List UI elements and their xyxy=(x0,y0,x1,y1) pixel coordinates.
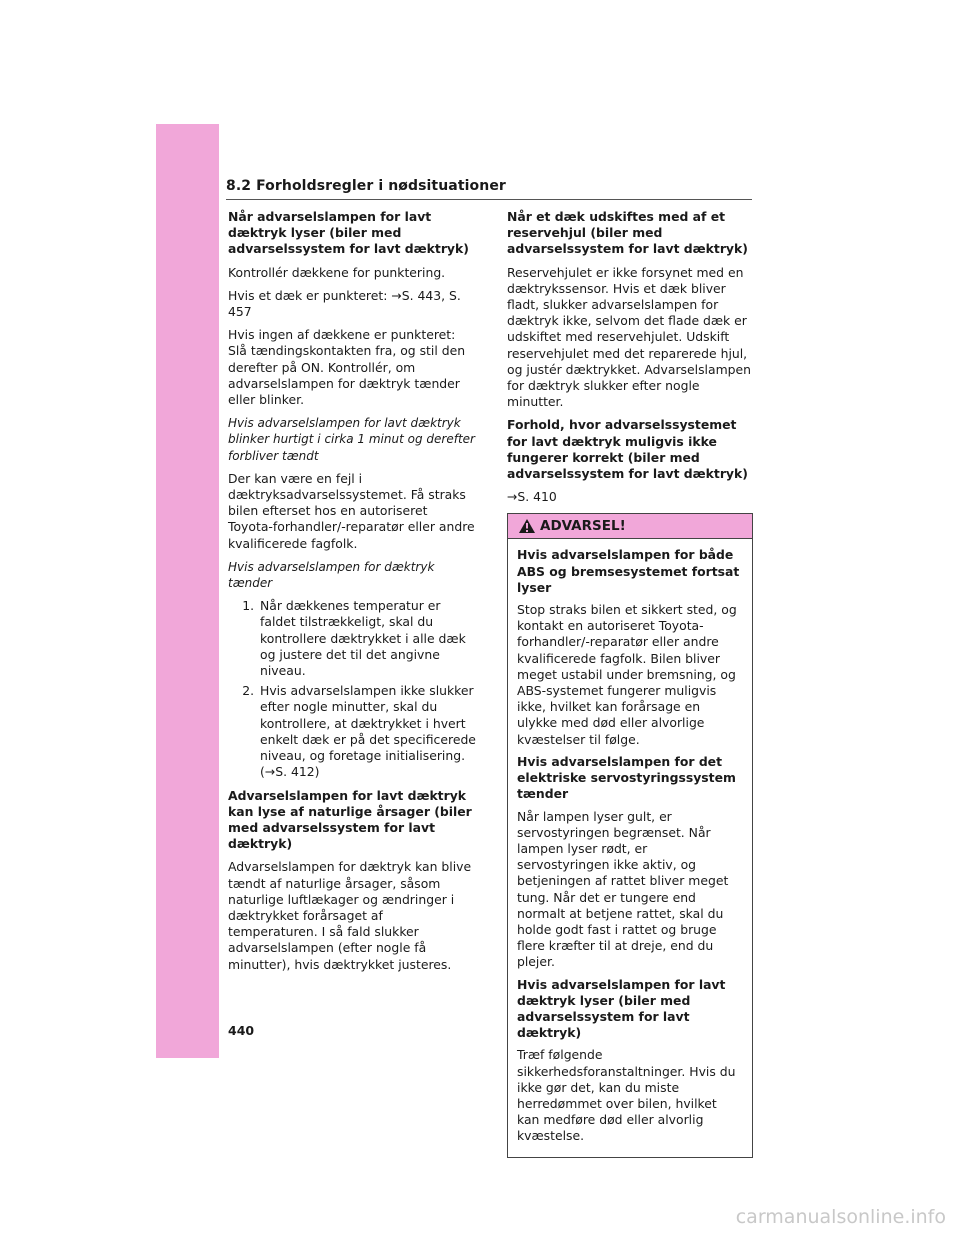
list-item: 2. Hvis advarselslampen ikke slukker efter nogle minutter, skal du kontrollere, at dæktrykket i hvert enkelt dæk er på det specificerede niveau, og foretage initialisering. (→S. 412) xyxy=(258,683,476,780)
right-column xyxy=(507,209,753,1158)
list-item: 1. Når dækkenes temperatur er faldet tilstrækkeligt, skal du kontrollere dæktrykket i alle dæk og justere det til det angivne niveau. xyxy=(258,598,476,679)
warning-triangle-icon xyxy=(518,518,536,534)
watermark: carmanualsonline.info xyxy=(735,1206,946,1228)
paragraph: Hvis ingen af dækkene er punkteret: Slå tændingskontakten fra, og stil den derefter på ON. Kontrollér, om advarselslampen for dæktryk tænder eller blinker. xyxy=(228,327,466,408)
warning-heading: Hvis advarselslampen for det elektriske servostyringssystem tænder xyxy=(517,753,736,802)
warning-paragraph: Når lampen lyser gult, er servostyringen begrænset. Når lampen lyser rødt, er servostyringen ikke aktiv, og betjeningen af rattet bliver meget tung. Når det er tungere end normalt at betjene rattet, skal du holde godt fast i rattet og bruge flere kræfter til at dreje, end du plejer. xyxy=(517,808,729,970)
side-tab-band xyxy=(156,124,219,1058)
warning-title: ADVARSEL! xyxy=(540,518,626,535)
italic-subheading: Hvis advarselslampen for lavt dæktryk blinker hurtigt i cirka 1 minut og derefter forbliver tændt xyxy=(228,416,475,463)
paragraph: Kontrollér dækkene for punktering. xyxy=(228,264,446,280)
heading-spare-wheel: Når et dæk udskiftes med af et reservehjul (biler med advarselssystem for lavt dæktryk) xyxy=(507,209,748,257)
paragraph-page-ref: →S. 410 xyxy=(507,489,557,505)
warning-heading: Hvis advarselslampen for både ABS og bremsesystemet fortsat lyser xyxy=(517,547,740,595)
warning-heading: Hvis advarselslampen for lavt dæktryk lyser (biler med advarselssystem for lavt dæktryk) xyxy=(517,976,726,1041)
heading-low-tire-pressure: Når advarselslampen for lavt dæktryk lyser (biler med advarselssystem for lavt dæktryk) xyxy=(228,209,469,257)
paragraph-page-ref: Hvis et dæk er punkteret: →S. 443, S. 457 xyxy=(228,287,461,320)
paragraph: Advarselslampen for dæktryk kan blive tændt af naturlige årsager, såsom naturlige luftlækager og ændringer i dæktrykket forårsaget af temperaturen. I så fald slukker advarselslampen (efter nogle få minutter), hvis dæktrykket justeres. xyxy=(228,859,472,972)
left-column xyxy=(228,209,476,980)
heading-system-conditions: Forhold, hvor advarselssystemet for lavt dæktryk muligvis ikke fungerer korrekt (biler med advarselssystem for lavt dæktryk) xyxy=(507,417,748,482)
warning-header xyxy=(508,514,752,539)
page-number: 440 xyxy=(228,1023,255,1038)
paragraph: Reservehjulet er ikke forsynet med en dæktrykssensor. Hvis et dæk bliver fladt, slukker advarselslampen for dæktryk ikke, selvom det flade dæk er udskiftet med reservehjulet. Udskift reservehjulet med det reparerede hjul, og justér dæktrykket. Advarselslampen for dæktryk slukker efter nogle minutter. xyxy=(507,264,751,410)
paragraph: Der kan være en fejl i dæktryksadvarselssystemet. Få straks bilen efterset hos en autoriseret Toyota-forhandler/-reparatør eller andre kvalificerede fagfolk. xyxy=(228,470,475,551)
section-header: 8.2 Forholdsregler i nødsituationer xyxy=(226,178,752,200)
warning-paragraph: Stop straks bilen et sikkert sted, og kontakt en autoriseret Toyota-forhandler/-reparatør eller andre kvalificerede fagfolk. Bilen bliver meget ustabil under bremsning, og ABS-systemet fungerer muligvis ikke, hvilket kan forårsage en ulykke med død eller alvorlige kvæstelser til følge. xyxy=(517,602,737,747)
heading-natural-causes: Advarselslampen for lavt dæktryk kan lyse af naturlige årsager (biler med advarselssystem for lavt dæktryk) xyxy=(228,787,472,852)
numbered-list xyxy=(228,598,476,780)
warning-box xyxy=(507,513,753,1157)
italic-subheading: Hvis advarselslampen for dæktryk tænder xyxy=(228,559,435,591)
warning-paragraph: Træf følgende sikkerhedsforanstaltninger. Hvis du ikke gør det, kan du miste herredømmet over bilen, hvilket kan medføre død eller alvorlig kvæstelse. xyxy=(517,1047,736,1144)
warning-body xyxy=(508,539,752,1156)
